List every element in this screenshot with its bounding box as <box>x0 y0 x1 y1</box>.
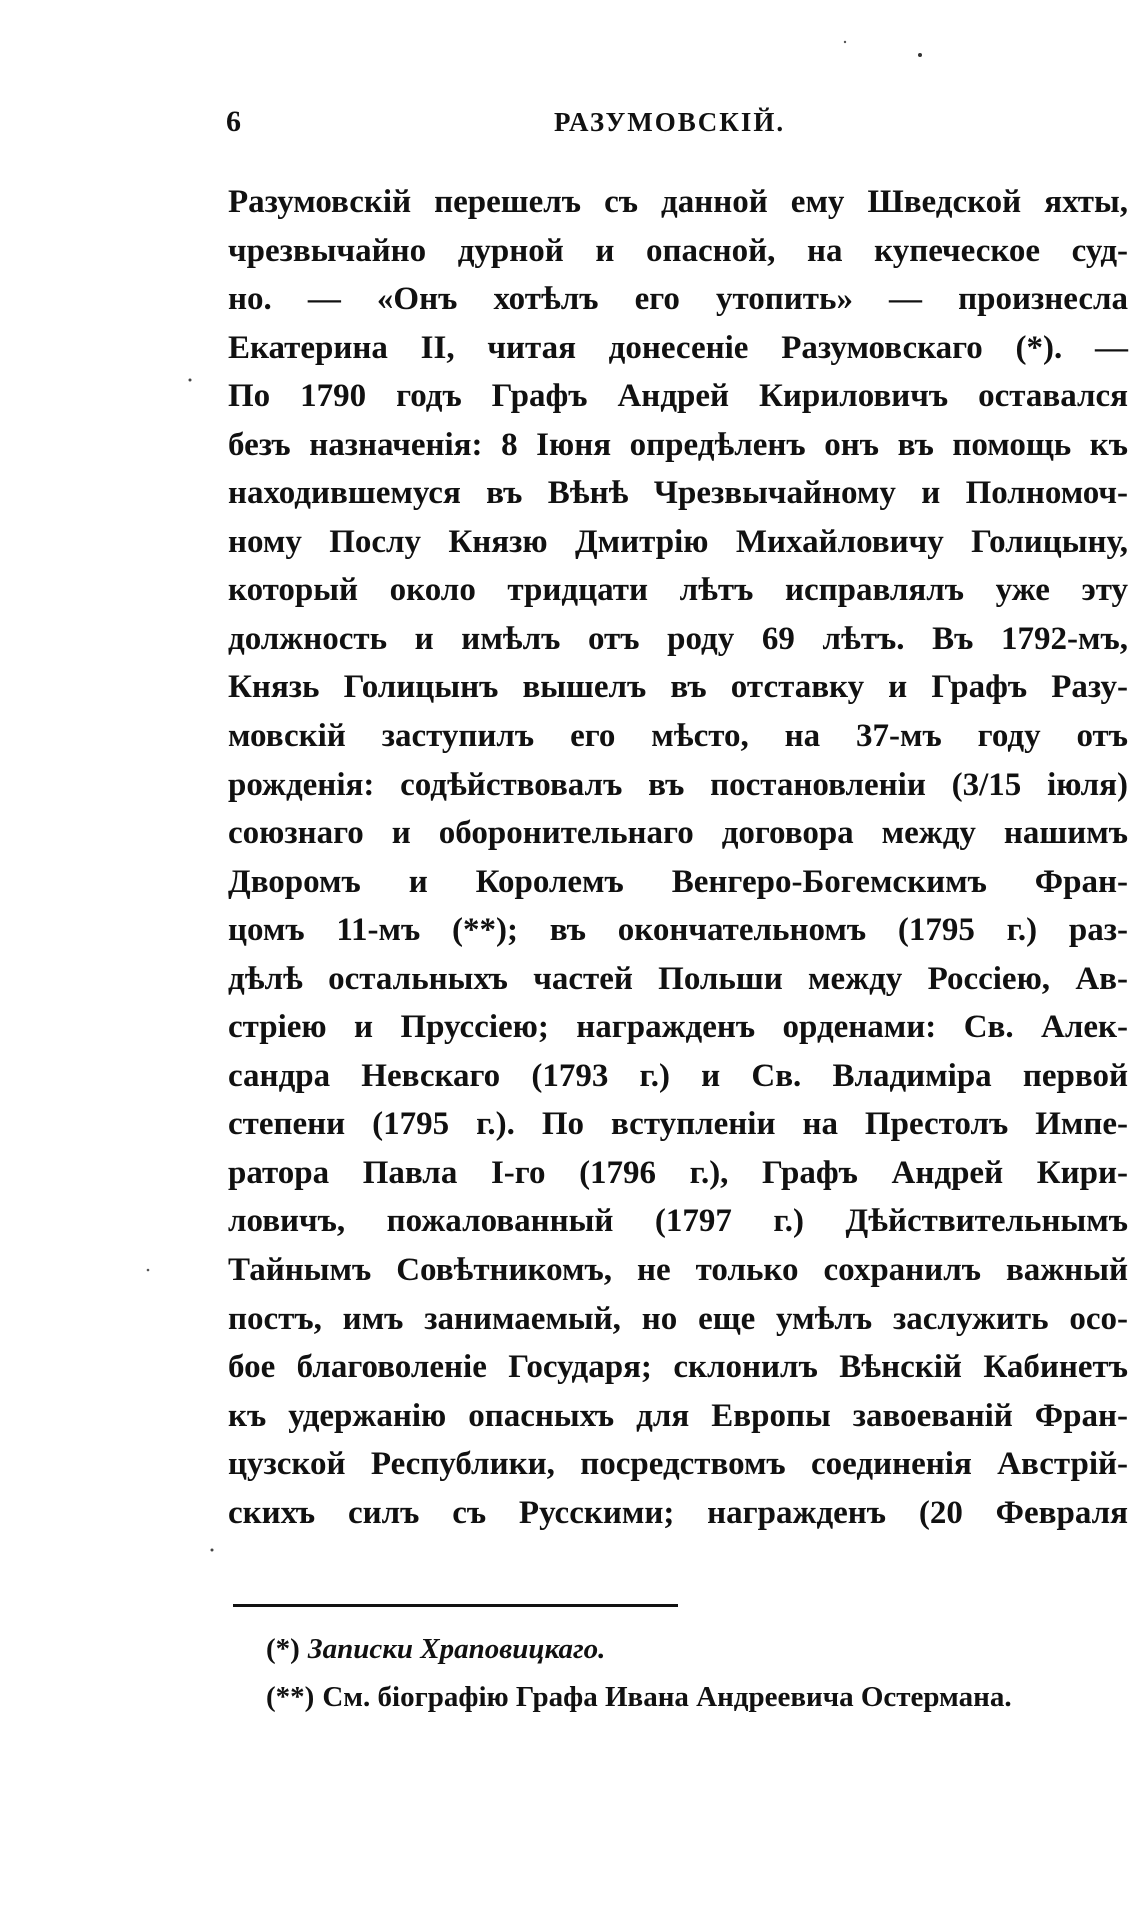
text-line: который около тридцати лѣтъ исправлялъ уже эту <box>228 572 1128 609</box>
text-line: постъ, имъ занимаемый, но еще умѣлъ заслужить осо- <box>228 1300 1128 1337</box>
footnote-1 <box>266 1625 1128 1673</box>
footnote-divider <box>233 1604 678 1607</box>
text-line: Разумовскій перешелъ съ данной ему Шведской яхты, <box>228 184 1128 220</box>
speck <box>189 379 192 382</box>
footnote-marker: (*) <box>266 1633 300 1665</box>
speck <box>844 41 846 43</box>
text-line: степени (1795 г.). По вступленіи на Престолъ Импе- <box>228 1106 1128 1143</box>
footnote-2 <box>266 1673 1128 1721</box>
text-line: безъ назначенія: 8 Іюня опредѣленъ онъ въ помощь къ <box>228 426 1128 463</box>
text-line: должность и имѣлъ отъ роду 69 лѣтъ. Въ 1792-мъ, <box>228 620 1128 657</box>
text-line: стріею и Пруссіею; награжденъ орденами: Св. Алек- <box>228 1009 1128 1046</box>
text-line: ловичъ, пожалованный (1797 г.) Дѣйствительнымъ <box>228 1203 1128 1240</box>
running-head <box>226 105 1126 145</box>
text-line: бое благоволеніе Государя; склонилъ Вѣнскій Кабинетъ <box>228 1349 1128 1386</box>
text-line: ратора Павла I-го (1796 г.), Графъ Андрей Кири- <box>228 1154 1128 1191</box>
footnote-text: См. біографію Графа Ивана Андреевича Остермана. <box>322 1681 1012 1713</box>
body-text <box>228 178 1128 1537</box>
text-line: Князь Голицынъ вышелъ въ отставку и Графъ Разу- <box>228 669 1128 706</box>
speck <box>147 1269 150 1272</box>
text-line: находившемуся въ Вѣнѣ Чрезвычайному и Полномоч- <box>228 475 1128 512</box>
text-line: рожденія: содѣйствовалъ въ постановленіи (3/15 іюля) <box>228 766 1128 803</box>
footnotes <box>266 1625 1128 1721</box>
text-line: ному Послу Князю Дмитрію Михайловичу Голицыну, <box>228 523 1128 560</box>
text-line: дѣлѣ остальныхъ частей Польши между Россіею, Ав- <box>228 960 1128 997</box>
text-line: Тайнымъ Совѣтникомъ, не только сохранилъ важный <box>228 1252 1128 1289</box>
footnote-text: Записки Храповицкаго. <box>307 1633 606 1665</box>
running-title: РАЗУМОВСКІЙ. <box>554 107 786 137</box>
text-line: союзнаго и оборонительнаго договора между нашимъ <box>228 815 1128 852</box>
speck <box>211 1549 214 1552</box>
speck <box>918 53 922 57</box>
text-line: мовскій заступилъ его мѣсто, на 37-мъ году отъ <box>228 718 1128 755</box>
text-line: Дворомъ и Королемъ Венгеро-Богемскимъ Фран- <box>228 863 1128 900</box>
text-line: По 1790 годъ Графъ Андрей Кириловичъ оставался <box>228 378 1128 415</box>
footnote-marker: (**) <box>266 1681 315 1713</box>
text-line: но. — «Онъ хотѣлъ его утопить» — произнесла <box>228 281 1128 318</box>
text-line: скихъ силъ съ Русскими; награжденъ (20 Февраля <box>228 1494 1128 1531</box>
text-line: цузской Республики, посредствомъ соединенія Австрій- <box>228 1446 1128 1483</box>
text-line: Екатерина II, читая донесеніе Разумовскаго (*). — <box>228 329 1128 366</box>
text-line: къ удержанію опасныхъ для Европы завоеваній Фран- <box>228 1397 1128 1434</box>
text-line: сандра Невскаго (1793 г.) и Св. Владиміра первой <box>228 1057 1128 1094</box>
text-line: цомъ 11-мъ (**); въ окончательномъ (1795 г.) раз- <box>228 912 1128 949</box>
text-line: чрезвычайно дурной и опасной, на купеческое суд- <box>228 232 1128 269</box>
page-number: 6 <box>226 105 241 138</box>
